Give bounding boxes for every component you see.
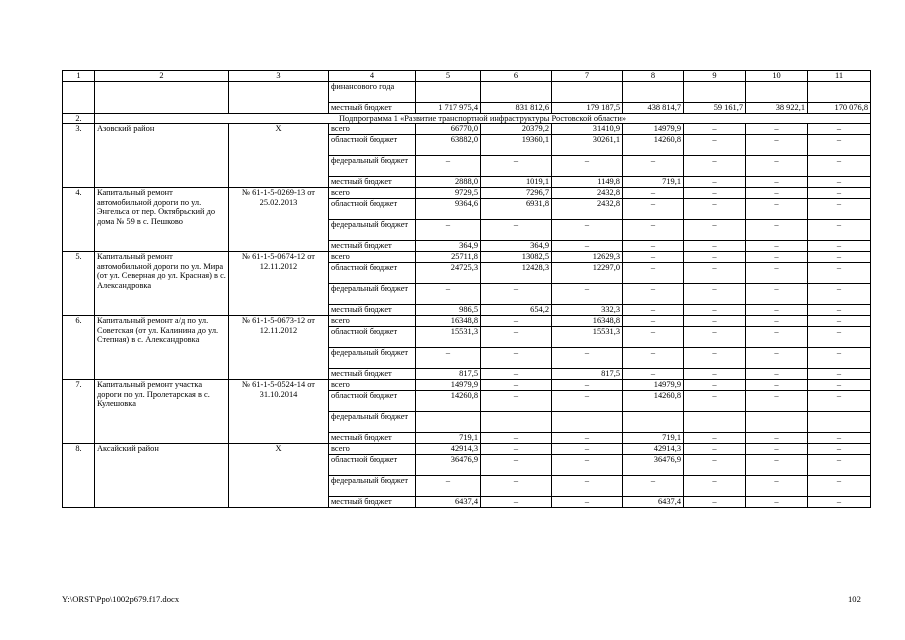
- value-cell: –: [746, 497, 808, 508]
- value-cell: [552, 82, 623, 103]
- value-cell: 654,2: [481, 305, 552, 316]
- header-row: [63, 71, 871, 82]
- value-cell: –: [808, 444, 871, 455]
- value-cell: –: [416, 156, 481, 177]
- source-label: всего: [329, 444, 416, 455]
- value-cell: –: [808, 177, 871, 188]
- source-label: федеральный бюджет: [329, 220, 416, 241]
- page-number: 102: [848, 594, 861, 604]
- value-cell: –: [684, 199, 746, 220]
- value-cell: [808, 82, 871, 103]
- value-cell: –: [684, 476, 746, 497]
- item-number: 4.: [63, 188, 95, 252]
- item-document: № 61-1-5-0674-12 от 12.11.2012: [229, 252, 329, 316]
- value-cell: 25711,8: [416, 252, 481, 263]
- column-number: 7: [552, 71, 623, 82]
- value-cell: –: [746, 476, 808, 497]
- column-number: 10: [746, 71, 808, 82]
- source-label: областной бюджет: [329, 327, 416, 348]
- value-cell: –: [481, 327, 552, 348]
- value-cell: –: [623, 241, 684, 252]
- item-name: Капитальный ремонт а/д по ул. Советская (от ул. Калинина до ул. Степная) в с. Александровка: [95, 316, 229, 380]
- value-cell: –: [684, 241, 746, 252]
- value-cell: –: [481, 497, 552, 508]
- source-label: областной бюджет: [329, 135, 416, 156]
- value-cell: 831 812,6: [481, 103, 552, 114]
- value-cell: –: [808, 199, 871, 220]
- value-cell: –: [746, 391, 808, 412]
- value-cell: [684, 412, 746, 433]
- value-cell: –: [746, 252, 808, 263]
- value-cell: 438 814,7: [623, 103, 684, 114]
- value-cell: –: [623, 188, 684, 199]
- value-cell: –: [481, 391, 552, 412]
- value-cell: 719,1: [416, 433, 481, 444]
- value-cell: –: [746, 156, 808, 177]
- value-cell: –: [684, 444, 746, 455]
- value-cell: [684, 82, 746, 103]
- value-cell: –: [623, 327, 684, 348]
- value-cell: –: [684, 348, 746, 369]
- source-label: федеральный бюджет: [329, 156, 416, 177]
- value-cell: –: [623, 348, 684, 369]
- value-cell: –: [684, 252, 746, 263]
- value-cell: 31410,9: [552, 124, 623, 135]
- value-cell: –: [552, 241, 623, 252]
- value-cell: –: [808, 380, 871, 391]
- value-cell: –: [684, 188, 746, 199]
- value-cell: –: [481, 284, 552, 305]
- value-cell: 12297,0: [552, 263, 623, 284]
- source-label: местный бюджет: [329, 497, 416, 508]
- value-cell: –: [684, 316, 746, 327]
- value-cell: [808, 412, 871, 433]
- source-label: финансового года: [329, 82, 416, 103]
- source-label: федеральный бюджет: [329, 284, 416, 305]
- source-label: областной бюджет: [329, 391, 416, 412]
- table-row: [63, 188, 871, 199]
- value-cell: 364,9: [481, 241, 552, 252]
- value-cell: –: [746, 124, 808, 135]
- value-cell: –: [684, 380, 746, 391]
- item-number: 8.: [63, 444, 95, 508]
- value-cell: –: [746, 455, 808, 476]
- table-row: [63, 380, 871, 391]
- column-number: 8: [623, 71, 684, 82]
- column-number: 3: [229, 71, 329, 82]
- value-cell: –: [746, 327, 808, 348]
- value-cell: 42914,3: [623, 444, 684, 455]
- item-number: 7.: [63, 380, 95, 444]
- value-cell: 14260,8: [416, 391, 481, 412]
- column-number: 9: [684, 71, 746, 82]
- source-label: всего: [329, 252, 416, 263]
- value-cell: 7296,7: [481, 188, 552, 199]
- value-cell: [481, 412, 552, 433]
- value-cell: 817,5: [552, 369, 623, 380]
- item-number: 3.: [63, 124, 95, 188]
- value-cell: –: [808, 241, 871, 252]
- value-cell: –: [808, 369, 871, 380]
- value-cell: –: [684, 177, 746, 188]
- doc-cell: [229, 82, 329, 114]
- value-cell: –: [746, 369, 808, 380]
- value-cell: –: [481, 316, 552, 327]
- value-cell: 66770,0: [416, 124, 481, 135]
- value-cell: 1019,1: [481, 177, 552, 188]
- value-cell: –: [552, 220, 623, 241]
- value-cell: –: [746, 135, 808, 156]
- value-cell: 1 717 975,4: [416, 103, 481, 114]
- value-cell: –: [684, 284, 746, 305]
- value-cell: –: [746, 380, 808, 391]
- value-cell: 9729,5: [416, 188, 481, 199]
- value-cell: [416, 82, 481, 103]
- item-name: Капитальный ремонт автомобильной дороги по ул. Мира (от ул. Северная до ул. Красная) в с. Александровка: [95, 252, 229, 316]
- value-cell: 817,5: [416, 369, 481, 380]
- source-label: местный бюджет: [329, 103, 416, 114]
- value-cell: –: [481, 455, 552, 476]
- value-cell: 36476,9: [416, 455, 481, 476]
- value-cell: –: [481, 369, 552, 380]
- value-cell: 14260,8: [623, 391, 684, 412]
- value-cell: 63882,0: [416, 135, 481, 156]
- item-document: Х: [229, 444, 329, 508]
- value-cell: –: [481, 444, 552, 455]
- value-cell: –: [481, 433, 552, 444]
- value-cell: –: [623, 316, 684, 327]
- value-cell: –: [623, 252, 684, 263]
- item-document: Х: [229, 124, 329, 188]
- value-cell: –: [623, 156, 684, 177]
- value-cell: –: [684, 455, 746, 476]
- source-label: федеральный бюджет: [329, 476, 416, 497]
- source-label: областной бюджет: [329, 199, 416, 220]
- value-cell: –: [808, 316, 871, 327]
- value-cell: –: [552, 433, 623, 444]
- source-label: всего: [329, 124, 416, 135]
- value-cell: –: [808, 476, 871, 497]
- value-cell: 12629,3: [552, 252, 623, 263]
- item-document: № 61-1-5-0269-13 от 25.02.2013: [229, 188, 329, 252]
- value-cell: –: [746, 316, 808, 327]
- value-cell: –: [552, 455, 623, 476]
- source-label: местный бюджет: [329, 369, 416, 380]
- value-cell: 364,9: [416, 241, 481, 252]
- value-cell: 2432,8: [552, 188, 623, 199]
- value-cell: 719,1: [623, 177, 684, 188]
- value-cell: 16348,8: [416, 316, 481, 327]
- value-cell: –: [684, 156, 746, 177]
- subprogram-title: Подпрограмма 1 «Развитие транспортной инфраструктуры Ростовской области»: [95, 113, 871, 124]
- source-label: областной бюджет: [329, 455, 416, 476]
- value-cell: 6437,4: [416, 497, 481, 508]
- value-cell: –: [808, 284, 871, 305]
- value-cell: –: [808, 156, 871, 177]
- value-cell: 42914,3: [416, 444, 481, 455]
- source-label: областной бюджет: [329, 263, 416, 284]
- value-cell: –: [746, 241, 808, 252]
- value-cell: 14260,8: [623, 135, 684, 156]
- source-label: местный бюджет: [329, 177, 416, 188]
- value-cell: [746, 82, 808, 103]
- budget-table: [62, 70, 871, 508]
- value-cell: –: [481, 220, 552, 241]
- value-cell: [623, 82, 684, 103]
- value-cell: –: [684, 220, 746, 241]
- value-cell: –: [808, 220, 871, 241]
- item-document: № 61-1-5-0524-14 от 31.10.2014: [229, 380, 329, 444]
- value-cell: –: [552, 444, 623, 455]
- item-name: Капитальный ремонт автомобильной дороги по ул. Энгельса от пер. Октябрьский до дома № 59 в с. Пешково: [95, 188, 229, 252]
- value-cell: –: [416, 348, 481, 369]
- source-label: местный бюджет: [329, 241, 416, 252]
- subprogram-row: [63, 113, 871, 124]
- source-label: всего: [329, 316, 416, 327]
- value-cell: –: [746, 199, 808, 220]
- value-cell: –: [808, 348, 871, 369]
- source-label: местный бюджет: [329, 433, 416, 444]
- value-cell: 14979,9: [623, 124, 684, 135]
- value-cell: –: [684, 124, 746, 135]
- value-cell: –: [623, 476, 684, 497]
- value-cell: –: [552, 497, 623, 508]
- value-cell: 15531,3: [416, 327, 481, 348]
- source-label: местный бюджет: [329, 305, 416, 316]
- source-label: федеральный бюджет: [329, 348, 416, 369]
- value-cell: –: [552, 156, 623, 177]
- value-cell: –: [746, 444, 808, 455]
- column-number: 1: [63, 71, 95, 82]
- value-cell: –: [808, 305, 871, 316]
- value-cell: –: [623, 220, 684, 241]
- value-cell: 15531,3: [552, 327, 623, 348]
- value-cell: 332,3: [552, 305, 623, 316]
- value-cell: [481, 82, 552, 103]
- value-cell: –: [684, 369, 746, 380]
- value-cell: 170 076,8: [808, 103, 871, 114]
- source-label: федеральный бюджет: [329, 412, 416, 433]
- value-cell: –: [808, 135, 871, 156]
- value-cell: –: [623, 199, 684, 220]
- table-row: [63, 444, 871, 455]
- value-cell: –: [808, 327, 871, 348]
- column-number: 5: [416, 71, 481, 82]
- value-cell: –: [746, 220, 808, 241]
- value-cell: –: [552, 476, 623, 497]
- table-row: [63, 252, 871, 263]
- column-number: 4: [329, 71, 416, 82]
- value-cell: –: [416, 284, 481, 305]
- value-cell: [623, 412, 684, 433]
- column-number: 2: [95, 71, 229, 82]
- name-cell: [95, 82, 229, 114]
- value-cell: –: [684, 135, 746, 156]
- value-cell: –: [746, 348, 808, 369]
- value-cell: 30261,1: [552, 135, 623, 156]
- footer-file-path: Y:\ORST\Ppo\1002p679.f17.docx: [62, 594, 180, 604]
- value-cell: –: [552, 380, 623, 391]
- value-cell: –: [481, 156, 552, 177]
- value-cell: 36476,9: [623, 455, 684, 476]
- value-cell: 14979,9: [416, 380, 481, 391]
- table-row: [63, 124, 871, 135]
- value-cell: –: [684, 305, 746, 316]
- value-cell: –: [623, 263, 684, 284]
- value-cell: –: [808, 455, 871, 476]
- item-number: 6.: [63, 316, 95, 380]
- value-cell: –: [746, 188, 808, 199]
- value-cell: 38 922,1: [746, 103, 808, 114]
- value-cell: 9364,6: [416, 199, 481, 220]
- value-cell: 986,5: [416, 305, 481, 316]
- value-cell: –: [623, 305, 684, 316]
- item-name: Капитальный ремонт участка дороги по ул. Пролетарская в с. Кулешовка: [95, 380, 229, 444]
- value-cell: –: [684, 327, 746, 348]
- value-cell: –: [746, 177, 808, 188]
- value-cell: –: [416, 220, 481, 241]
- value-cell: –: [623, 284, 684, 305]
- item-name: Азовский район: [95, 124, 229, 188]
- value-cell: –: [684, 497, 746, 508]
- value-cell: –: [684, 433, 746, 444]
- value-cell: 12428,3: [481, 263, 552, 284]
- value-cell: –: [684, 391, 746, 412]
- value-cell: 6931,8: [481, 199, 552, 220]
- value-cell: 13082,5: [481, 252, 552, 263]
- num-cell: [63, 82, 95, 114]
- value-cell: –: [623, 369, 684, 380]
- value-cell: 24725,3: [416, 263, 481, 284]
- value-cell: [416, 412, 481, 433]
- value-cell: –: [481, 348, 552, 369]
- value-cell: –: [552, 348, 623, 369]
- value-cell: 2432,8: [552, 199, 623, 220]
- value-cell: –: [481, 380, 552, 391]
- value-cell: [552, 412, 623, 433]
- value-cell: –: [808, 497, 871, 508]
- value-cell: 16348,8: [552, 316, 623, 327]
- value-cell: 1149,8: [552, 177, 623, 188]
- value-cell: –: [746, 263, 808, 284]
- value-cell: –: [808, 124, 871, 135]
- value-cell: –: [808, 188, 871, 199]
- value-cell: –: [808, 433, 871, 444]
- source-label: всего: [329, 188, 416, 199]
- value-cell: 2888,0: [416, 177, 481, 188]
- value-cell: –: [746, 305, 808, 316]
- value-cell: 6437,4: [623, 497, 684, 508]
- value-cell: –: [481, 476, 552, 497]
- column-number: 6: [481, 71, 552, 82]
- source-label: всего: [329, 380, 416, 391]
- value-cell: 20379,2: [481, 124, 552, 135]
- value-cell: 719,1: [623, 433, 684, 444]
- subprogram-number: 2.: [63, 113, 95, 124]
- item-number: 5.: [63, 252, 95, 316]
- value-cell: –: [552, 284, 623, 305]
- value-cell: –: [746, 284, 808, 305]
- column-number: 11: [808, 71, 871, 82]
- value-cell: –: [808, 252, 871, 263]
- value-cell: 59 161,7: [684, 103, 746, 114]
- table-row: [63, 316, 871, 327]
- value-cell: [746, 412, 808, 433]
- value-cell: –: [552, 391, 623, 412]
- table-row: [63, 82, 871, 103]
- value-cell: –: [746, 433, 808, 444]
- value-cell: 19360,1: [481, 135, 552, 156]
- value-cell: –: [416, 476, 481, 497]
- value-cell: 179 187,5: [552, 103, 623, 114]
- item-name: Аксайский район: [95, 444, 229, 508]
- item-document: № 61-1-5-0673-12 от 12.11.2012: [229, 316, 329, 380]
- value-cell: –: [808, 263, 871, 284]
- value-cell: –: [684, 263, 746, 284]
- value-cell: –: [808, 391, 871, 412]
- value-cell: 14979,9: [623, 380, 684, 391]
